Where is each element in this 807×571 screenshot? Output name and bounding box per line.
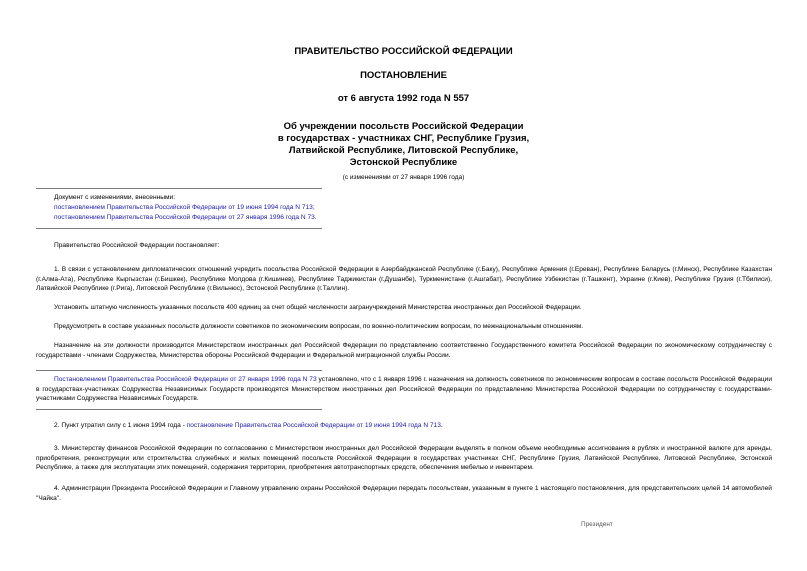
amendment-link-1994[interactable]: постановлением Правительства Российской Федерации от 19 июня 1994 года N 713; bbox=[54, 204, 315, 211]
title-line: Об учреждении посольств Российской Федерации bbox=[283, 121, 524, 132]
divider bbox=[36, 188, 322, 189]
document-date-number: от 6 августа 1992 года N 557 bbox=[337, 93, 470, 104]
title-line: Латвийской Республике, Литовской Республике, bbox=[288, 145, 519, 156]
divider bbox=[36, 409, 322, 410]
amendment-note bbox=[36, 375, 772, 404]
title-line: в государствах - участниках СНГ, Республике Грузия, bbox=[277, 133, 530, 144]
preamble: Правительство Российской Федерации постановляет: bbox=[54, 242, 220, 249]
revision-note: (с изменениями от 27 января 1996 года) bbox=[342, 174, 465, 181]
paragraph-3: 3. Министерству финансов Российской Федерации по согласованию с Министерством иностранных дел Российской Федерации выделять в полном объеме необходимые ассигнования в рублях и иностранной валюте для аренды, приобретения, реконструкции или строительства служебных и жилых помещений посольств Российской Федерации в государствах участниках СНГ, Республике Грузия, Латвийской Республике, Литовской Республике, Эстонской Республике, а также для эксплуатации этих помещений, содержания территории, приобретения автотранспортных средств, обеспечения мебелью и инвентарем. bbox=[36, 445, 772, 471]
paragraph-1-appointment: Назначение на эти должности производится Министерством иностранных дел Российской Федерации по представлению соответственно Государственного комитета Российской Федерации по экономическому сотрудничеству с государствами - членами Содружества, Министерства обороны Российской Федерации и Федеральной миграционной службы России. bbox=[36, 342, 772, 359]
divider bbox=[36, 228, 322, 229]
document-title bbox=[0, 121, 807, 169]
document-type: ПОСТАНОВЛЕНИЕ bbox=[360, 70, 447, 81]
paragraph-4: 4. Администрации Президента Российской Федерации и Главному управлению охраны Российской Федерации передать посольствам, указанным в пункте 1 настоящего постановления, для представительских целей 14 автомобилей "Чайка". bbox=[36, 485, 772, 502]
amendments-intro: Документ с изменениями, внесенными: bbox=[54, 194, 176, 201]
amendment-link-1996[interactable]: постановлением Правительства Российской Федерации от 27 января 1996 года N 73. bbox=[54, 214, 317, 221]
paragraph-1-staffing: Установить штатную численность указанных посольств 400 единиц за счет общей численности загранучреждений Министерства иностранных дел Российской Федерации. bbox=[54, 304, 582, 311]
divider bbox=[36, 370, 322, 371]
paragraph-1-advisers: Предусмотреть в составе указанных посольств должности советников по экономическим вопросам, по военно-политическим вопросам, по межнациональным отношениям. bbox=[54, 323, 584, 330]
amendment-note-link[interactable]: Постановлением Правительства Российской Федерации от 27 января 1996 года N 73 bbox=[54, 376, 317, 383]
paragraph-2-end: . bbox=[440, 422, 443, 429]
amendment-note-text: установлено, что с 1 января 1996 г. назначения на должность советников по экономическим вопросам в составе посольств Российской Федерации в государствах-участниках Содружества Независимых Государств производятся Министерством иностранных дел Российской Федерации по представлению Министерства Российской Федерации по сотрудничеству с государствами-участниками Содружества Независимых Государств. bbox=[36, 376, 772, 402]
title-line: Эстонской Республике bbox=[349, 157, 458, 168]
paragraph-2-text: 2. Пункт утратил силу с 1 июня 1994 года - bbox=[54, 422, 187, 429]
amendments-block bbox=[54, 193, 317, 223]
government-heading: ПРАВИТЕЛЬСТВО РОССИЙСКОЙ ФЕДЕРАЦИИ bbox=[294, 46, 513, 57]
paragraph-2 bbox=[36, 421, 772, 431]
signature-label: Президент bbox=[581, 521, 613, 528]
paragraph-2-link[interactable]: постановление Правительства Российской Федерации от 19 июня 1994 года N 713 bbox=[186, 422, 441, 429]
paragraph-1: 1. В связи с установлением дипломатических отношений учредить посольства Российской Федерации в Азербайджанской Республике (г.Баку), Республике Армения (г.Ереван), Республике Беларусь (г.Минск), Республике Казахстан (г.Алма-Ата), Республике Кыргызстан (г.Бишкек), Республике Молдова (г.Кишинев), Республике Таджикистан (г.Душанбе), Туркменистане (г.Ашгабат), Республике Узбекистан (г.Ташкент), Украине (г.Киев), Республике Грузия (г.Тбилиси), Латвийской Республике (г.Рига), Литовской Республике (г.Вильнюс), Эстонской Республике (г.Таллин). bbox=[36, 266, 772, 292]
